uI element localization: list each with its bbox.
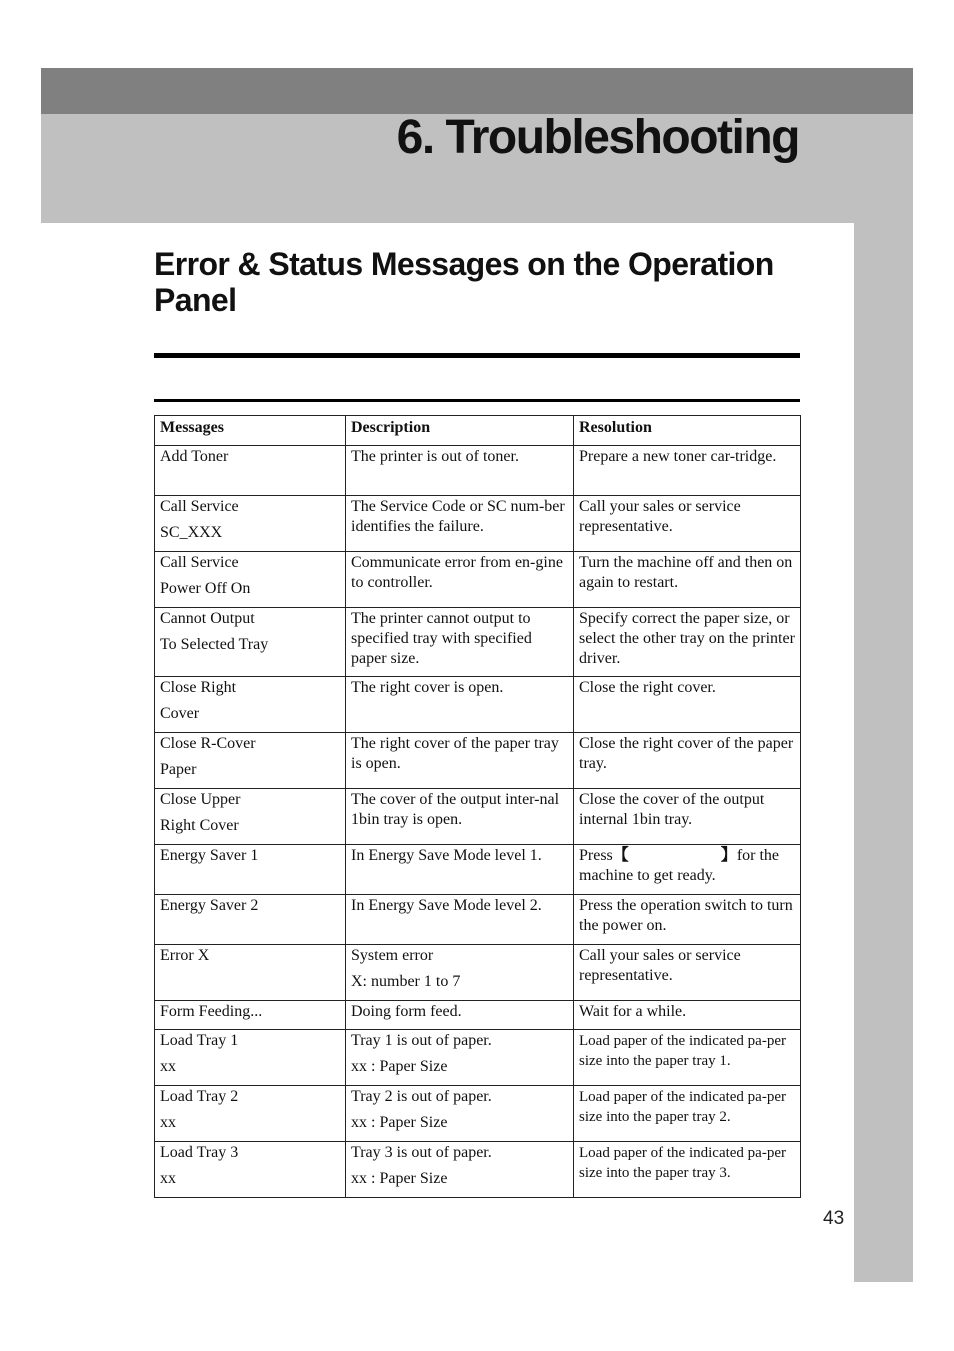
message-cell — [155, 677, 346, 733]
message-line: Cannot Output — [160, 610, 255, 627]
description-cell — [346, 446, 574, 496]
description-line: In Energy Save Mode level 2. — [351, 897, 542, 914]
column-header-resolution: Resolution — [574, 416, 801, 446]
table-row — [155, 845, 801, 895]
messages-table — [154, 415, 801, 1198]
chapter-header-dark-band — [41, 68, 913, 114]
key-close-bracket: 】 — [720, 847, 737, 864]
description-cell — [346, 789, 574, 845]
resolution-text: Call your sales or service representative. — [579, 947, 741, 984]
description-cell — [346, 1086, 574, 1142]
message-line: Right Cover — [160, 817, 239, 834]
description-cell — [346, 496, 574, 552]
column-header-description: Description — [346, 416, 574, 446]
resolution-text: Prepare a new toner car-tridge. — [579, 448, 777, 465]
resolution-cell — [574, 1142, 801, 1198]
message-line: Cover — [160, 705, 200, 722]
resolution-cell — [574, 895, 801, 945]
page-side-tab-strip — [854, 223, 913, 1282]
message-line: SC_XXX — [160, 524, 223, 541]
message-cell — [155, 446, 346, 496]
resolution-text: Close the right cover of the paper tray. — [579, 735, 794, 772]
description-line: xx : Paper Size — [351, 1114, 448, 1131]
message-line: Load Tray 2 — [160, 1088, 239, 1105]
description-cell — [346, 608, 574, 677]
description-cell — [346, 945, 574, 1001]
resolution-cell — [574, 789, 801, 845]
column-header-messages: Messages — [155, 416, 346, 446]
message-line: xx — [160, 1114, 176, 1131]
description-line: System error — [351, 947, 434, 964]
resolution-text: Call your sales or service representative. — [579, 498, 741, 535]
resolution-text: Specify correct the paper size, or select the other tray on the printer driver. — [579, 610, 795, 667]
resolution-cell — [574, 608, 801, 677]
table-header-row — [155, 416, 801, 446]
table-row — [155, 895, 801, 945]
resolution-cell — [574, 1001, 801, 1030]
resolution-cell — [574, 733, 801, 789]
description-cell — [346, 1030, 574, 1086]
description-line: The Service Code or SC num-ber identifies the failure. — [351, 498, 565, 535]
message-cell — [155, 945, 346, 1001]
resolution-text: Load paper of the indicated pa-per size into the paper tray 1. — [579, 1033, 786, 1069]
resolution-cell — [574, 1030, 801, 1086]
description-cell — [346, 1001, 574, 1030]
table-row — [155, 1086, 801, 1142]
resolution-text: for the machine to get ready. — [579, 847, 780, 884]
description-line: Communicate error from en-gine to controller. — [351, 554, 563, 591]
table-top-rule — [154, 399, 800, 402]
resolution-text: Wait for a while. — [579, 1003, 687, 1020]
description-line: The right cover of the paper tray is open. — [351, 735, 559, 772]
table-row — [155, 552, 801, 608]
message-line: Power Off On — [160, 580, 251, 597]
message-line: Add Toner — [160, 448, 229, 465]
description-line: In Energy Save Mode level 1. — [351, 847, 542, 864]
resolution-text: Press — [579, 847, 613, 864]
message-cell — [155, 496, 346, 552]
table-row — [155, 1142, 801, 1198]
table-row — [155, 733, 801, 789]
description-line: Doing form feed. — [351, 1003, 462, 1020]
message-cell — [155, 895, 346, 945]
message-cell — [155, 1142, 346, 1198]
resolution-cell — [574, 945, 801, 1001]
message-line: Energy Saver 1 — [160, 847, 259, 864]
message-cell — [155, 608, 346, 677]
chapter-title: 6. Troubleshooting — [396, 111, 799, 164]
description-line: xx : Paper Size — [351, 1058, 448, 1075]
resolution-cell — [574, 446, 801, 496]
table-row — [155, 945, 801, 1001]
message-line: Call Service — [160, 498, 239, 515]
message-line: Energy Saver 2 — [160, 897, 259, 914]
table-row — [155, 608, 801, 677]
description-line: Tray 1 is out of paper. — [351, 1032, 492, 1049]
section-title: Error & Status Messages on the Operation Panel — [154, 246, 774, 318]
message-cell — [155, 552, 346, 608]
description-line: Tray 2 is out of paper. — [351, 1088, 492, 1105]
description-line: The right cover is open. — [351, 679, 504, 696]
message-line: Paper — [160, 761, 197, 778]
description-cell — [346, 552, 574, 608]
description-line: xx : Paper Size — [351, 1170, 448, 1187]
message-line: Close Right — [160, 679, 237, 696]
description-cell — [346, 845, 574, 895]
description-line: The cover of the output inter-nal 1bin tray is open. — [351, 791, 560, 828]
message-cell — [155, 845, 346, 895]
table-row — [155, 446, 801, 496]
resolution-text: Close the right cover. — [579, 679, 716, 696]
resolution-text: Load paper of the indicated pa-per size into the paper tray 2. — [579, 1089, 786, 1125]
message-line: Close R-Cover — [160, 735, 256, 752]
message-line: xx — [160, 1058, 176, 1075]
description-cell — [346, 895, 574, 945]
table-row — [155, 1030, 801, 1086]
resolution-cell — [574, 496, 801, 552]
page-number: 43 — [823, 1208, 845, 1229]
message-cell — [155, 1086, 346, 1142]
message-cell — [155, 733, 346, 789]
resolution-text: Press the operation switch to turn the power on. — [579, 897, 793, 934]
message-line: Load Tray 3 — [160, 1144, 239, 1161]
table-row — [155, 1001, 801, 1030]
resolution-cell — [574, 1086, 801, 1142]
message-line: Close Upper — [160, 791, 241, 808]
resolution-cell — [574, 677, 801, 733]
description-line: The printer cannot output to specified tray with specified paper size. — [351, 610, 532, 667]
message-line: Error X — [160, 947, 210, 964]
description-line: X: number 1 to 7 — [351, 973, 461, 990]
resolution-cell — [574, 845, 801, 895]
message-cell — [155, 1030, 346, 1086]
resolution-text: Load paper of the indicated pa-per size into the paper tray 3. — [579, 1145, 786, 1181]
resolution-text: Close the cover of the output internal 1bin tray. — [579, 791, 765, 828]
table-row — [155, 496, 801, 552]
description-line: The printer is out of toner. — [351, 448, 519, 465]
description-cell — [346, 733, 574, 789]
description-line: Tray 3 is out of paper. — [351, 1144, 492, 1161]
description-cell — [346, 677, 574, 733]
message-line: Call Service — [160, 554, 239, 571]
message-cell — [155, 1001, 346, 1030]
message-line: Load Tray 1 — [160, 1032, 239, 1049]
message-line: Form Feeding... — [160, 1003, 263, 1020]
resolution-cell — [574, 552, 801, 608]
table-row — [155, 677, 801, 733]
resolution-text: Turn the machine off and then on again to restart. — [579, 554, 793, 591]
table-row — [155, 789, 801, 845]
section-divider-thick — [154, 353, 800, 358]
message-line: xx — [160, 1170, 176, 1187]
message-line: To Selected Tray — [160, 636, 269, 653]
message-cell — [155, 789, 346, 845]
description-cell — [346, 1142, 574, 1198]
key-open-bracket: 【 — [612, 847, 629, 864]
